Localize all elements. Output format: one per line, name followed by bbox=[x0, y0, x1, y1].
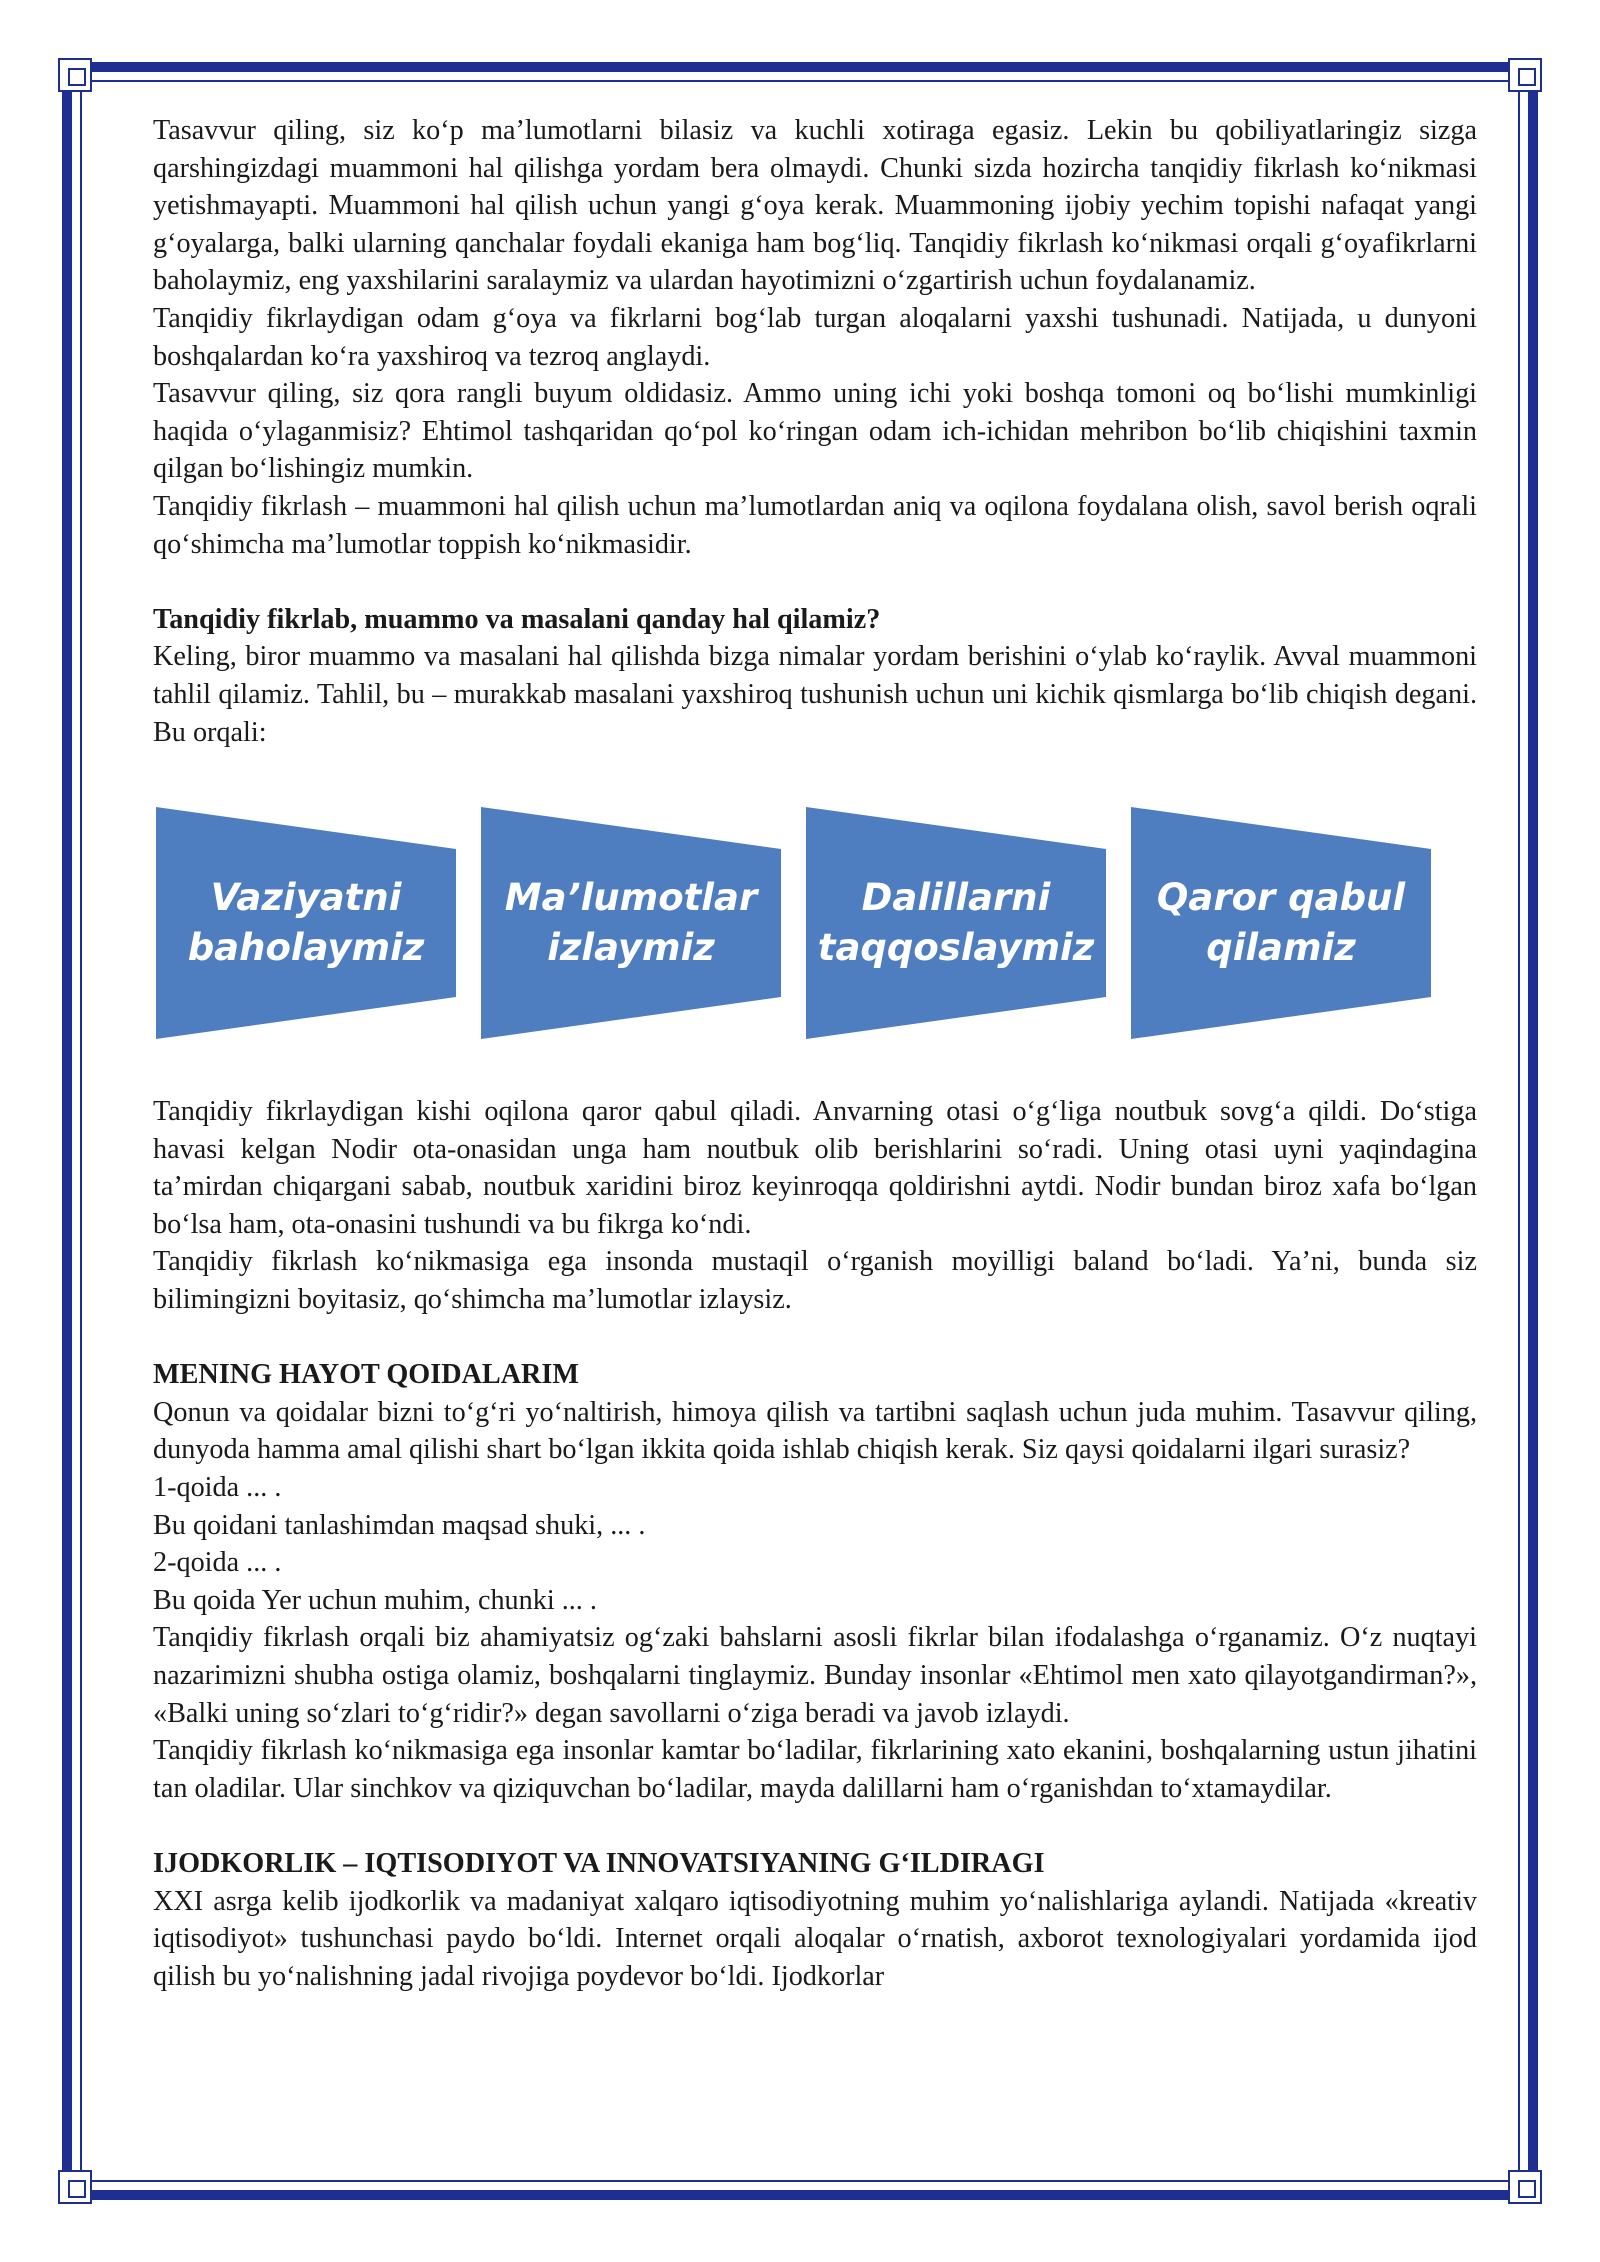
paragraph: Tanqidiy fikrlaydigan kishi oqilona qaror qabul qiladi. Anvarning otasi o‘g‘liga noutbuk sovg‘a qildi. Do‘stiga havasi kelgan Nodir ota-onasidan unga ham noutbuk olib berishlarini so‘radi. Uning otasi uyni yaqindagina ta’mirdan chiqargani sabab, noutbuk xaridini biroz keyinroqqa qoldirishni aytdi. Nodir bundan biroz xafa bo‘lgan bo‘lsa ham, ota-onasini tushundi va bu fikrga ko‘ndi. bbox=[153, 1096, 1477, 1240]
paragraph: XXI asrga kelib ijodkorlik va madaniyat xalqaro iqtisodiyotning muhim yo‘nalishlariga aylandi. Natijada «kreativ iqtisodiyot» tushunchasi paydo bo‘ldi. Internet orqali aloqalar o‘rnatish, axborot texnologiyalari yordamida ijod qilish bu yo‘nalishning jadal rivojiga poydevor bo‘ldi. Ijodkorlar bbox=[153, 1885, 1477, 1992]
process-step bbox=[806, 807, 1106, 1039]
paragraph: Tasavvur qiling, siz ko‘p ma’lumotlarni bilasiz va kuchli xotiraga egasiz. Lekin bu qobiliyatlaringiz sizga qarshingizdagi muammoni hal qilishga yordam bera olmaydi. Chunki sizda hozircha tanqidiy fikrlash ko‘nikmasi yetishmayapti. Muammoni hal qilish uchun yangi g‘oya kerak. Muammoning ijobiy yechim topishi nafaqat yangi g‘oyalarga, balki ularning qanchalar foydali ekaniga ham bog‘liq. Tanqidiy fikrlash ko‘nikmasi orqali g‘oyafikrlarni baholaymiz, eng yaxshilarini saralaymiz va ulardan hayotimizni o‘zgartirish uchun foydalanamiz. bbox=[153, 115, 1477, 297]
rule-line: 1-qoida ... . bbox=[153, 1472, 282, 1504]
spacer bbox=[153, 1807, 1477, 1845]
step-label: Vaziyatni baholaymiz bbox=[187, 876, 425, 970]
process-step bbox=[1131, 807, 1431, 1039]
paragraph: Qonun va qoidalar bizni to‘g‘ri yo‘naltirish, himoya qilish va tartibni saqlash uchun juda muhim. Tasavvur qiling, dunyoda hamma amal qilishi shart bo‘lgan ikkita qoida ishlab chiqish kerak. Siz qaysi qoidalarni ilgari surasiz? bbox=[153, 1396, 1477, 1466]
process-step bbox=[481, 807, 781, 1039]
paragraph: Tanqidiy fikrlash ko‘nikmasiga ega insonda mustaqil o‘rganish moyilligi baland bo‘ladi. Ya’ni, bunda siz bilimingizni boyitasiz, qo‘shimcha ma’lumotlar izlaysiz. bbox=[153, 1246, 1477, 1316]
rule-line: Bu qoida Yer uchun muhim, chunki ... . bbox=[153, 1584, 597, 1616]
section-heading-problem-solving: Tanqidiy fikrlab, muammo va masalani qanday hal qilamiz? bbox=[153, 603, 881, 635]
spacer bbox=[153, 563, 1477, 601]
page-content bbox=[153, 112, 1477, 1995]
step-label: Ma’lumotlar izlaymiz bbox=[504, 876, 758, 970]
process-step bbox=[156, 807, 456, 1039]
corner-ornament-top-right bbox=[1508, 58, 1542, 92]
section-heading-creativity: IJODKORLIK – IQTISODIYOT VA INNOVATSIYANING G‘ILDIRAGI bbox=[153, 1847, 1045, 1879]
corner-ornament-bottom-right bbox=[1508, 2170, 1542, 2204]
paragraph: Tanqidiy fikrlaydigan odam g‘oya va fikrlarni bog‘lab turgan aloqalarni yaxshi tushunadi. Natijada, u dunyoni boshqalardan ko‘ra yaxshiroq va tezroq anglaydi. bbox=[153, 302, 1477, 372]
paragraph: Tanqidiy fikrlash ko‘nikmasiga ega insonlar kamtar bo‘ladilar, fikrlarining xato ekanini, boshqalarning ustun jihatini tan oladilar. Ular sinchkov va qiziquvchan bo‘ladilar, mayda dalillarni ham o‘rganishdan to‘xtamaydilar. bbox=[153, 1735, 1477, 1804]
step-label: Qaror qabul qilamiz bbox=[1156, 876, 1406, 970]
spacer bbox=[153, 1319, 1477, 1357]
rule-line: 2-qoida ... . bbox=[153, 1547, 282, 1579]
corner-ornament-top-left bbox=[58, 58, 92, 92]
process-steps bbox=[156, 807, 1477, 1039]
step-label: Dalillarni taqqoslaymiz bbox=[817, 876, 1095, 970]
paragraph: Tanqidiy fikrlash orqali biz ahamiyatsiz og‘zaki bahslarni asosli fikrlar bilan ifodalashga o‘rganamiz. O‘z nuqtayi nazarimizni shubha ostiga olamiz, boshqalarni tinglaymiz. Bunday insonlar «Ehtimol men xato qilayotgandirman?», «Balki uning so‘zlari to‘g‘ridir?» degan savollarni o‘ziga beradi va javob izlaydi. bbox=[153, 1622, 1477, 1729]
rule-line: Bu qoidani tanlashimdan maqsad shuki, ... . bbox=[153, 1509, 646, 1541]
paragraph: Tanqidiy fikrlash – muammoni hal qilish uchun ma’lumotlardan aniq va oqilona foydalana olish, savol berish oqrali qo‘shimcha ma’lumotlar toppish ko‘nikmasidir. bbox=[153, 490, 1477, 560]
paragraph: Tasavvur qiling, siz qora rangli buyum oldidasiz. Ammo uning ichi yoki boshqa tomoni oq bo‘lishi mumkinligi haqida o‘ylaganmisiz? Ehtimol tashqaridan qo‘pol ko‘ringan odam ich-ichidan mehribon bo‘lib chiqishini taxmin qilgan bo‘lishingiz mumkin. bbox=[153, 378, 1477, 485]
corner-ornament-bottom-left bbox=[58, 2170, 92, 2204]
section-heading-life-rules: MENING HAYOT QOIDALARIM bbox=[153, 1359, 579, 1391]
paragraph: Keling, biror muammo va masalani hal qilishda bizga nimalar yordam berishini o‘ylab ko‘raylik. Avval muammoni tahlil qilamiz. Tahlil, bu – murakkab masalani yaxshiroq tushunish uchun uni kichik qismlarga bo‘lib chiqish degani. Bu orqali: bbox=[153, 641, 1477, 748]
